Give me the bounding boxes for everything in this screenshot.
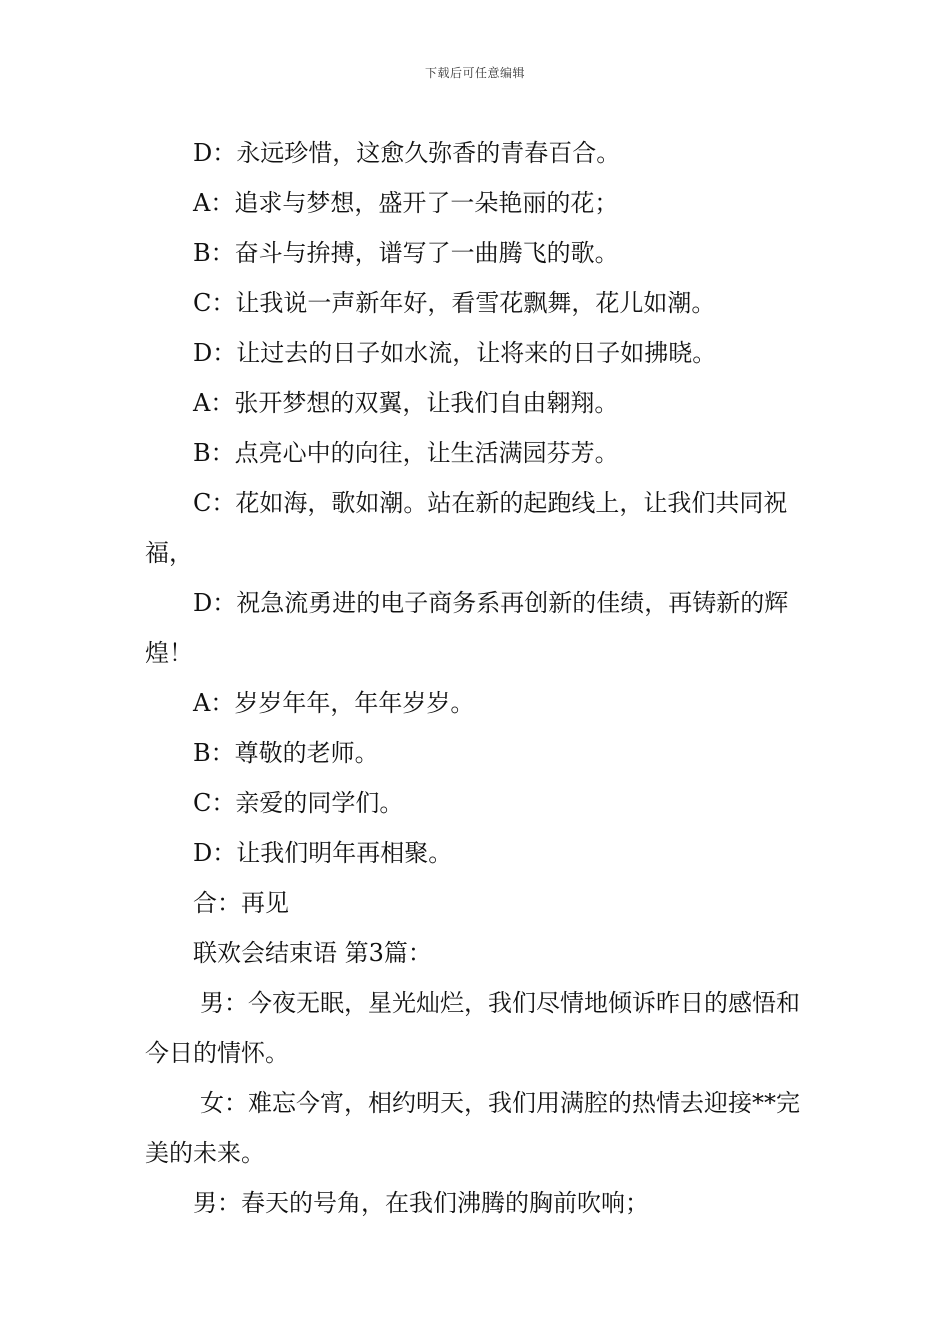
paragraph-18: 男：春天的号角，在我们沸腾的胸前吹响； [193, 1189, 649, 1217]
paragraph-3: B：奋斗与拚搏，谱写了一曲腾飞的歌。 [193, 239, 619, 267]
paragraph-10: A：岁岁年年，年年岁岁。 [193, 689, 475, 717]
paragraph-12: C：亲爱的同学们。 [193, 789, 404, 817]
paragraph-14: 合：再见 [193, 889, 289, 917]
paragraph-9: D：祝急流勇进的电子商务系再创新的佳绩，再铸新的辉煌！ [145, 589, 789, 667]
paragraph-4: C：让我说一声新年好，看雪花飘舞，花儿如潮。 [193, 289, 716, 317]
paragraph-1: D：永远珍惜，这愈久弥香的青春百合。 [193, 139, 621, 167]
paragraph-2: A：追求与梦想，盛开了一朵艳丽的花； [193, 189, 619, 217]
paragraph-13: D：让我们明年再相聚。 [193, 839, 453, 867]
paragraph-17: 女：难忘今宵，相约明天，我们用满腔的热情去迎接**完美的未来。 [145, 1089, 800, 1167]
paragraph-6: A：张开梦想的双翼，让我们自由翱翔。 [193, 389, 619, 417]
paragraph-16: 男：今夜无眠，星光灿烂，我们尽情地倾诉昨日的感悟和今日的情怀。 [145, 989, 800, 1067]
paragraph-7: B：点亮心中的向往，让生活满园芬芳。 [193, 439, 619, 467]
document-body [145, 128, 810, 1228]
paragraph-11: B：尊敬的老师。 [193, 739, 379, 767]
paragraph-8: C：花如海，歌如潮。站在新的起跑线上，让我们共同祝福， [145, 489, 788, 567]
paragraph-5: D：让过去的日子如水流，让将来的日子如拂晓。 [193, 339, 717, 367]
section-heading: 联欢会结束语 第3篇： [193, 939, 432, 967]
page-header-note: 下载后可任意编辑 [424, 66, 525, 80]
